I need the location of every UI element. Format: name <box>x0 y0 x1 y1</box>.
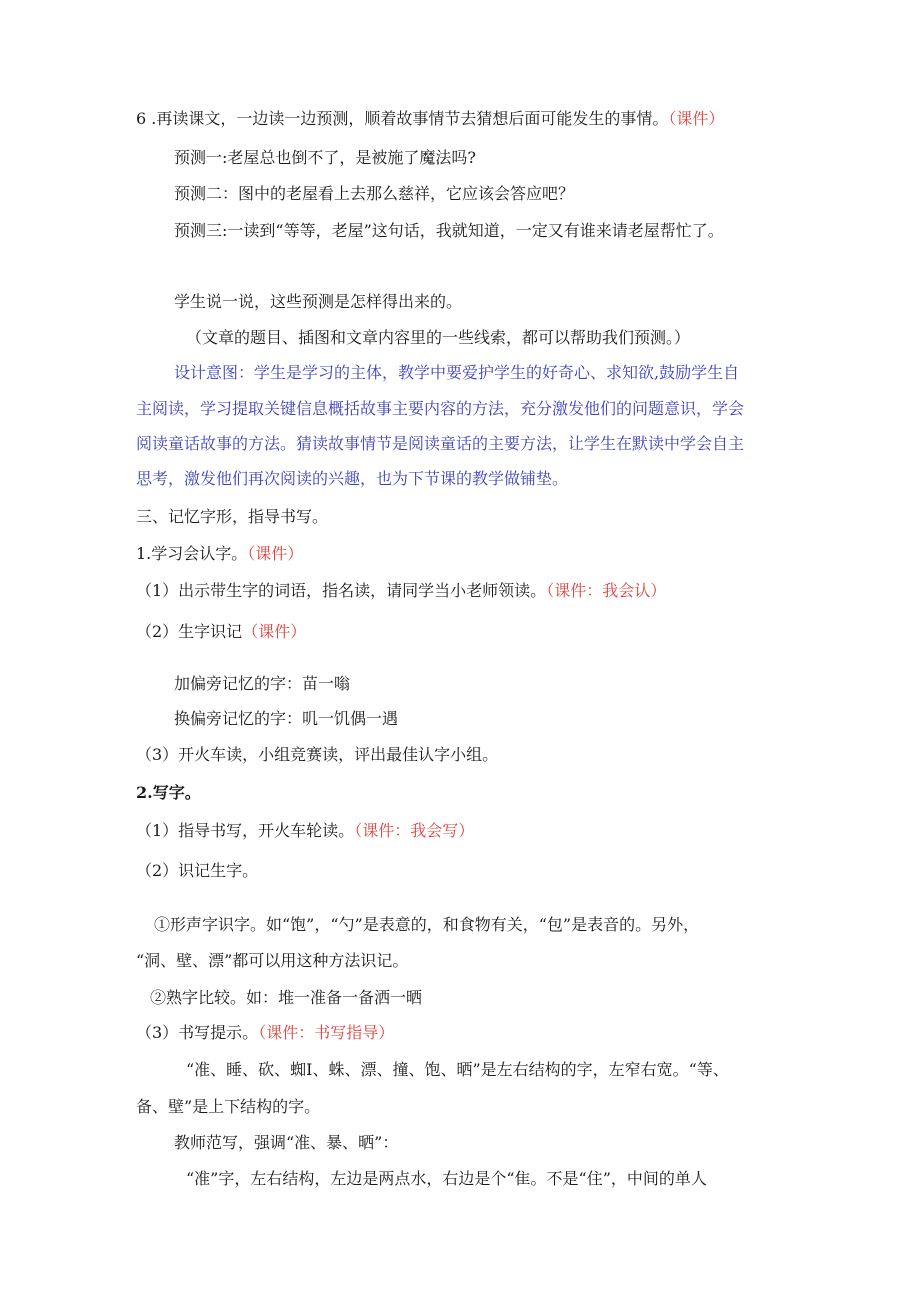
structure-line-2: 备、壁”是上下结构的字。 <box>136 1097 321 1116</box>
design-intent-line-4: 思考，激发他们再次阅读的兴趣，也为下节课的教学做铺垫。 <box>136 469 569 488</box>
teacher-demo-line: 教师范写，强调“准、暴、晒”： <box>174 1133 399 1152</box>
step-1-line: 1.学习会认字。（课件） <box>136 544 304 563</box>
zhun-explanation-line: “准”字，左右结构，左边是两点水，右边是个“隹。不是“住”，中间的单人 <box>186 1169 707 1188</box>
prediction-clues-note: （文章的题目、插图和文章内容里的一些线索，都可以帮助我们预测。） <box>186 328 691 347</box>
step-2-3-line: （3）书写提示。（课件：书写指导） <box>136 1023 395 1042</box>
design-intent-line-3: 阅读童话故事的方法。猜读故事情节是阅读童话的主要方法，让学生在默读中学会自主 <box>136 434 745 453</box>
section-3-heading: 三、记忆字形，指导书写。 <box>136 507 329 526</box>
prediction-3: 预测三:一读到“等等，老屋”这句话，我就知道，一定又有谁来请老屋帮忙了。 <box>174 221 724 240</box>
design-intent-line-2: 主阅读，学习提取关键信息概括故事主要内容的方法，充分激发他们的问题意识，学会 <box>136 399 745 418</box>
add-radical-line: 加偏旁记忆的字：苗一嗡 <box>174 674 351 693</box>
prediction-2: 预测二：图中的老屋看上去那么慈祥，它应该会答应吧？ <box>174 184 575 203</box>
step-2-2-line: （2）识记生字。 <box>136 861 259 880</box>
change-radical-line: 换偏旁记忆的字：叽一饥偶一遇 <box>174 709 399 728</box>
structure-line-1: “准、睡、砍、蜘Ⅰ、蛛、漂、撞、饱、晒”是左右结构的字，左窄右宽。“等、 <box>186 1060 729 1079</box>
step-2-heading: 2.写字。 <box>136 783 201 802</box>
step-6-line: 6 .再读课文，一边读一边预测，顺着故事情节去猜想后面可能发生的事情。（课件） <box>136 109 725 128</box>
step-1-2-line: （2）生字识记（课件） <box>136 622 307 641</box>
step-1-1-line: （1）出示带生字的词语，指名读，请同学当小老师领读。（课件：我会认） <box>136 581 667 600</box>
prediction-1: 预测一:老屋总也倒不了，是被施了魔法吗? <box>174 148 476 167</box>
phonetic-method-line-1: ①形声字识字。如“饱”，“勺”是表意的，和食物有关，“包”是表音的。另外， <box>154 915 700 934</box>
student-discussion: 学生说一说，这些预测是怎样得出来的。 <box>174 292 463 311</box>
design-intent-line-1: 设计意图：学生是学习的主体，教学中要爱护学生的好奇心、求知欲,鼓励学生自 <box>174 363 740 382</box>
step-1-3-line: （3）开火车读，小组竞赛读，评出最佳认字小组。 <box>136 745 499 764</box>
phonetic-method-line-2: “洞、壁、漂”都可以用这种方法识记。 <box>136 951 409 970</box>
step-2-1-line: （1）指导书写，开火车轮读。（课件：我会写） <box>136 821 475 840</box>
compare-chars-line: ②熟字比较。如：堆一准备一备洒一晒 <box>150 988 423 1007</box>
